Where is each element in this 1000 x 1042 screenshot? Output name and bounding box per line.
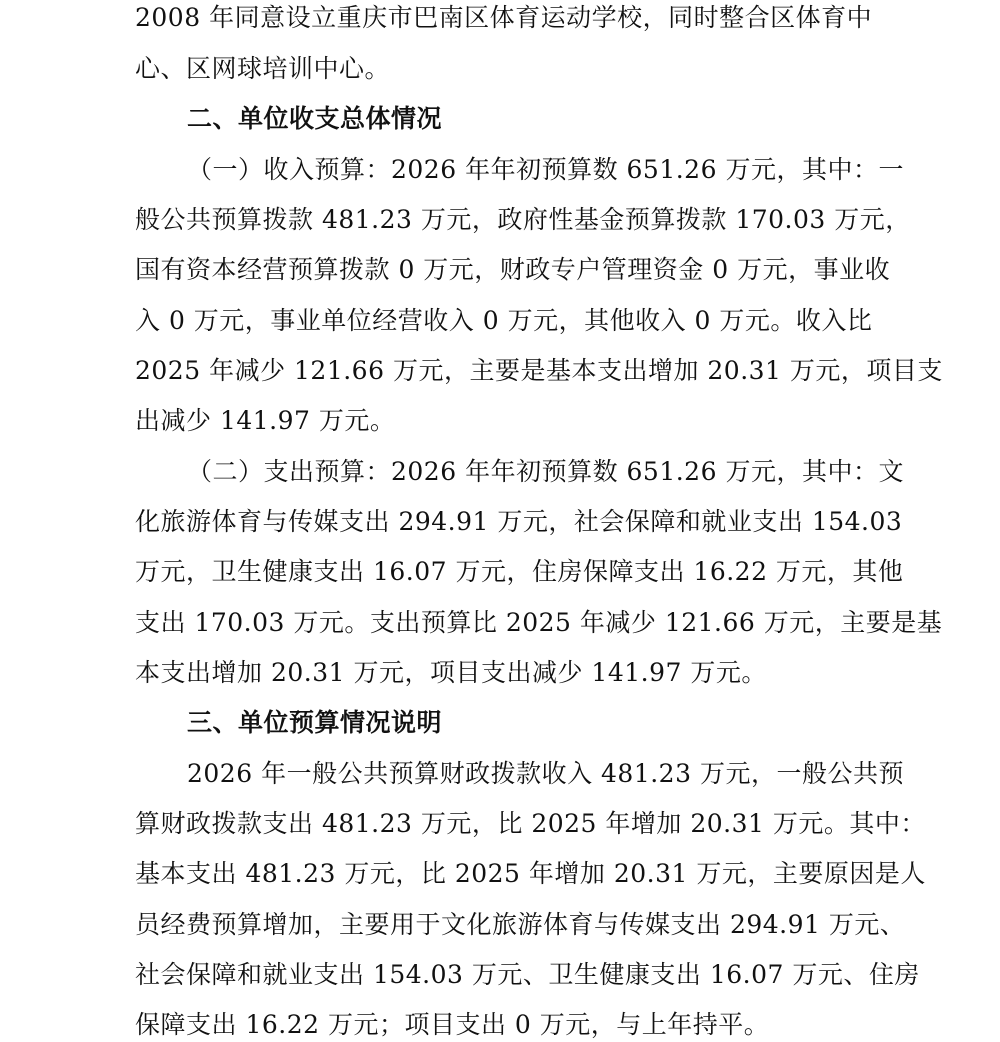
body-text-line: 保障支出 16.22 万元；项目支出 0 万元，与上年持平。 (135, 1010, 770, 1039)
body-text-line: 国有资本经营预算拨款 0 万元，财政专户管理资金 0 万元，事业收 (135, 255, 891, 284)
body-text-line: 员经费预算增加，主要用于文化旅游体育与传媒支出 294.91 万元、 (135, 910, 906, 939)
body-text-line: 般公共预算拨款 481.23 万元，政府性基金预算拨款 170.03 万元， (135, 205, 911, 234)
body-text-line: 2025 年减少 121.66 万元，主要是基本支出增加 20.31 万元，项目支 (135, 356, 943, 385)
body-text-line: （二）支出预算：2026 年年初预算数 651.26 万元，其中：文 (187, 457, 904, 486)
body-text-line: 化旅游体育与传媒支出 294.91 万元，社会保障和就业支出 154.03 (135, 507, 903, 536)
body-text-line: （一）收入预算：2026 年年初预算数 651.26 万元，其中：一 (187, 155, 904, 184)
body-text-line: 本支出增加 20.31 万元，项目支出减少 141.97 万元。 (135, 658, 767, 687)
body-text-line: 2026 年一般公共预算财政拨款收入 481.23 万元，一般公共预 (187, 759, 904, 788)
body-text-line: 算财政拨款支出 481.23 万元，比 2025 年增加 20.31 万元。其中： (135, 809, 926, 838)
body-text-line: 出减少 141.97 万元。 (135, 406, 396, 435)
body-text-line: 2008 年同意设立重庆市巴南区体育运动学校，同时整合区体育中 (135, 3, 873, 32)
body-text-line: 万元，卫生健康支出 16.07 万元，住房保障支出 16.22 万元，其他 (135, 557, 904, 586)
section-heading-2: 二、单位收支总体情况 (187, 104, 443, 133)
section-heading-3: 三、单位预算情况说明 (187, 708, 443, 737)
body-text-line: 入 0 万元，事业单位经营收入 0 万元，其他收入 0 万元。收入比 (135, 306, 873, 335)
body-text-line: 社会保障和就业支出 154.03 万元、卫生健康支出 16.07 万元、住房 (135, 960, 920, 989)
body-text-line: 心、区网球培训中心。 (135, 54, 391, 83)
body-text-line: 支出 170.03 万元。支出预算比 2025 年减少 121.66 万元，主要是基 (135, 608, 943, 637)
body-text-line: 基本支出 481.23 万元，比 2025 年增加 20.31 万元，主要原因是人 (135, 859, 926, 888)
